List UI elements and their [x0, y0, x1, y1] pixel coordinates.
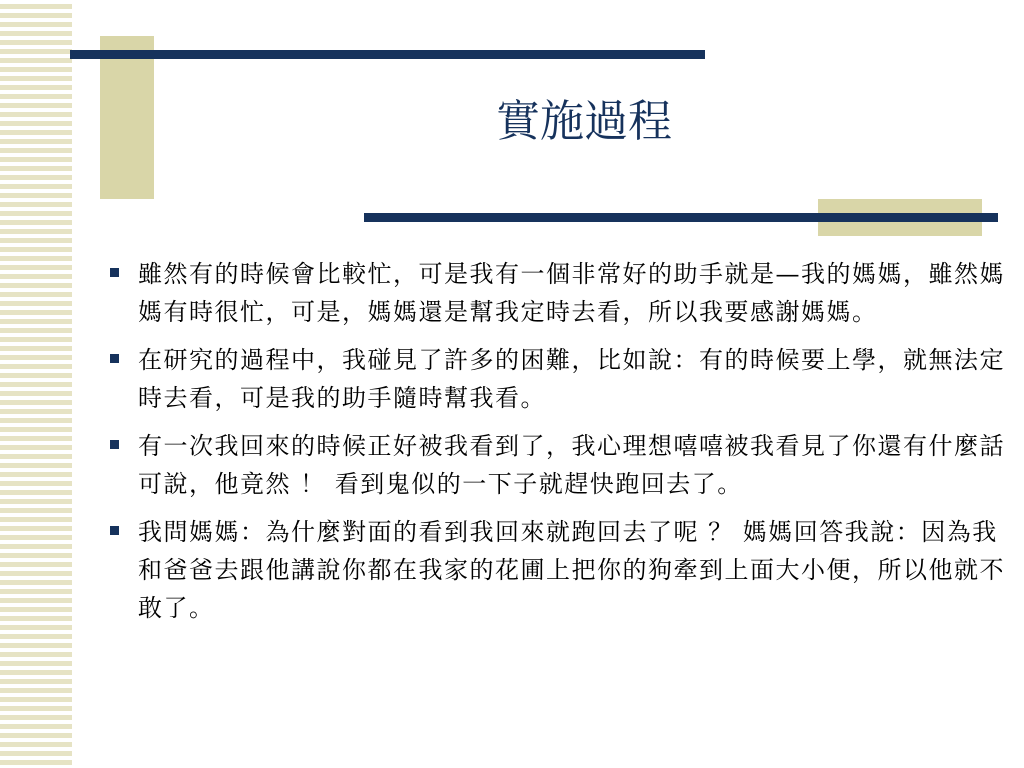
bullet-item	[108, 427, 1008, 503]
top-navy-rule	[70, 50, 705, 59]
left-stripe-decoration	[0, 0, 72, 768]
top-khaki-block	[100, 36, 154, 199]
bottom-navy-rule	[364, 213, 998, 222]
square-bullet-icon	[110, 526, 119, 535]
bullet-text: 雖然有的時候會比較忙，可是我有一個非常好的助手就是—我的媽媽，雖然媽媽有時很忙，可是，媽媽還是幫我定時去看，所以我要感謝媽媽。	[138, 260, 1005, 326]
square-bullet-icon	[110, 354, 119, 363]
bullet-text: 有一次我回來的時候正好被我看到了，我心理想嘻嘻被我看見了你還有什麼話可說，他竟然 ！ 看到鬼似的一下子就趕快跑回去了。	[138, 432, 1005, 498]
bullet-item	[108, 513, 1008, 627]
bullet-item	[108, 341, 1008, 417]
bullet-text: 在研究的過程中，我碰見了許多的困難，比如說：有的時候要上學，就無法定時去看，可是我的助手隨時幫我看。	[138, 346, 1005, 412]
bullet-item	[108, 255, 1008, 331]
bullet-list	[108, 255, 1008, 637]
slide-title: 實施過程	[496, 96, 672, 147]
square-bullet-icon	[110, 268, 119, 277]
square-bullet-icon	[110, 440, 119, 449]
bullet-text: 我問媽媽：為什麼對面的看到我回來就跑回去了呢 ？ 媽媽回答我說：因為我和爸爸去跟他講說你都在我家的花圃上把你的狗牽到上面大小便，所以他就不敢了。	[138, 518, 1005, 622]
